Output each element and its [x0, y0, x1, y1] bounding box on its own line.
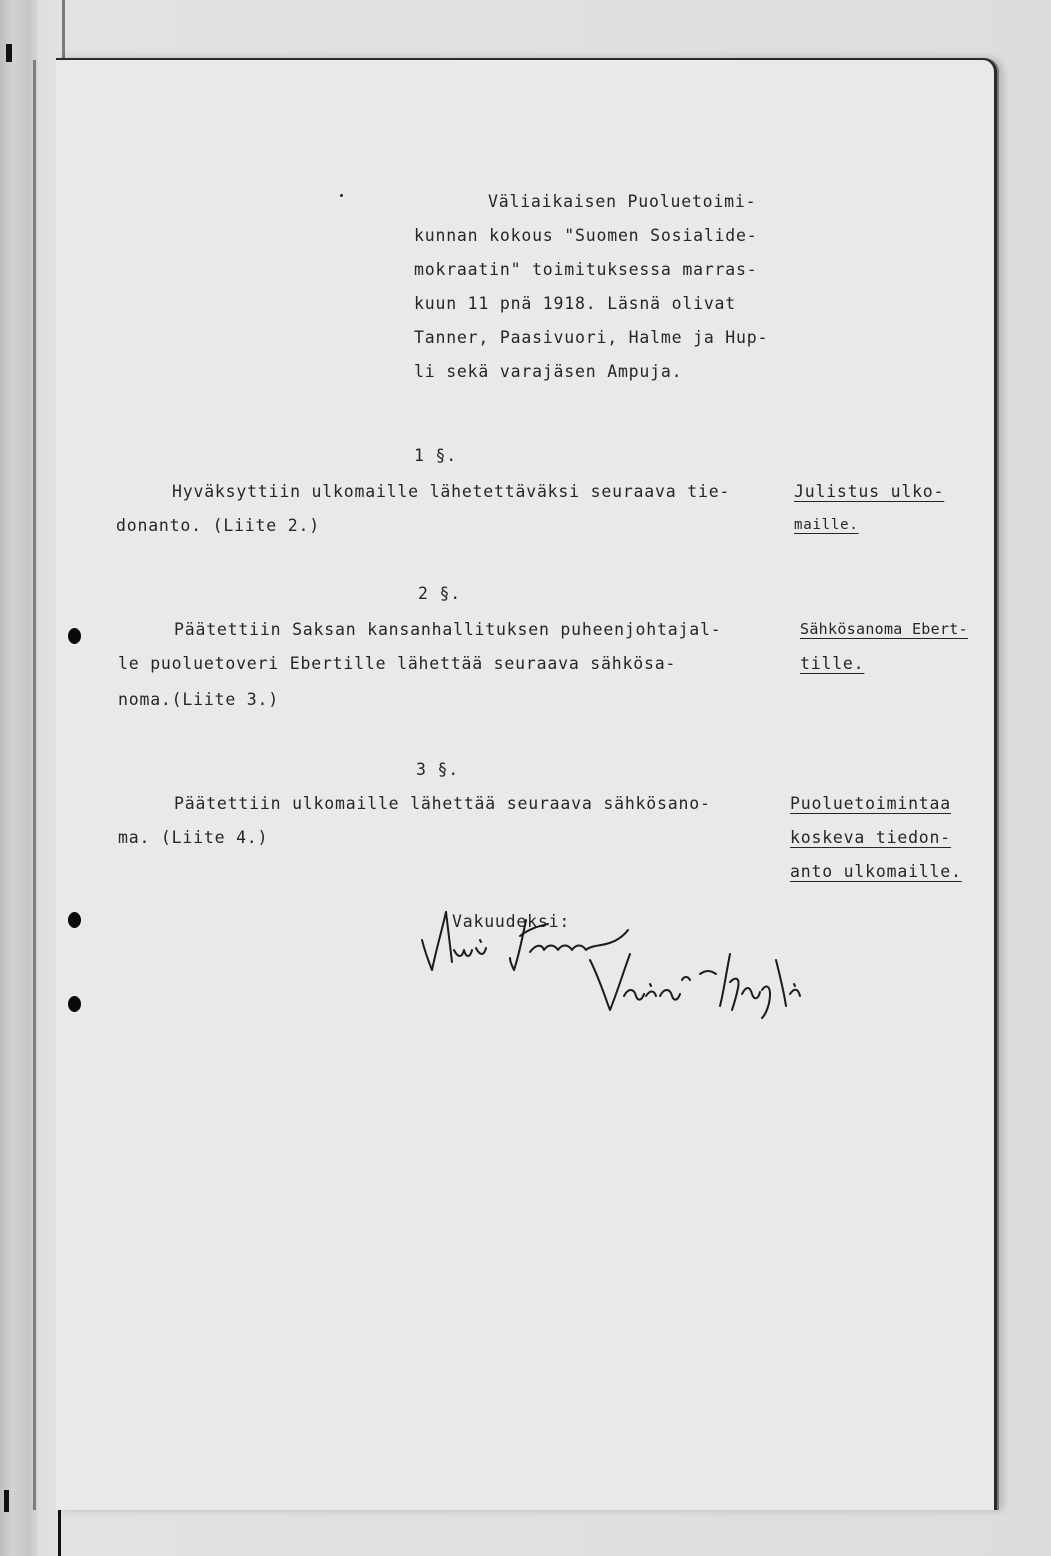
margin-note: koskeva tiedon-	[790, 828, 952, 847]
punch-hole	[68, 912, 81, 928]
intro-line: mokraatin" toimituksessa marras-	[414, 260, 758, 279]
margin-note: tille.	[800, 654, 865, 673]
signature-hupli	[580, 940, 840, 1020]
document-page	[56, 58, 997, 1510]
intro-line: Tanner, Paasivuori, Halme ja Hup-	[414, 328, 769, 347]
section-heading: 3 §.	[416, 760, 459, 779]
section-line: le puoluetoveri Ebertille lähettää seuraava sähkösa-	[118, 654, 677, 673]
punch-hole	[68, 628, 81, 644]
intro-line: li sekä varajäsen Ampuja.	[414, 362, 683, 381]
section-line: noma.(Liite 3.)	[118, 690, 280, 709]
intro-line: Väliaikaisen Puoluetoimi-	[488, 192, 757, 211]
margin-note: maille.	[794, 517, 859, 533]
intro-line: kuun 11 pnä 1918. Läsnä olivat	[414, 294, 737, 313]
binder-line	[33, 60, 36, 1510]
section-line: donanto. (Liite 2.)	[116, 516, 320, 535]
margin-note: Puoluetoimintaa	[790, 794, 952, 813]
section-line: Päätettiin ulkomaille lähettää seuraava sähkösano-	[174, 794, 711, 813]
binder-mark-lower	[58, 1508, 61, 1556]
binder-mark-upper	[62, 0, 65, 58]
binder-mark-top	[6, 44, 12, 62]
intro-line: kunnan kokous "Suomen Sosialide-	[414, 226, 758, 245]
stray-mark	[340, 194, 343, 197]
section-heading: 1 §.	[414, 446, 457, 465]
section-heading: 2 §.	[418, 584, 461, 603]
margin-note: anto ulkomaille.	[790, 862, 962, 881]
section-line: Hyväksyttiin ulkomaille lähetettäväksi seuraava tie-	[172, 482, 731, 501]
binder-mark-bottom	[4, 1490, 9, 1512]
punch-hole	[68, 996, 81, 1012]
section-line: ma. (Liite 4.)	[118, 828, 269, 847]
section-line: Päätettiin Saksan kansanhallituksen puheenjohtajal-	[174, 620, 722, 639]
attestation-label: Vakuudeksi:	[452, 912, 571, 931]
margin-note: Julistus ulko-	[794, 482, 945, 501]
margin-note: Sähkösanoma Ebert-	[800, 620, 968, 638]
